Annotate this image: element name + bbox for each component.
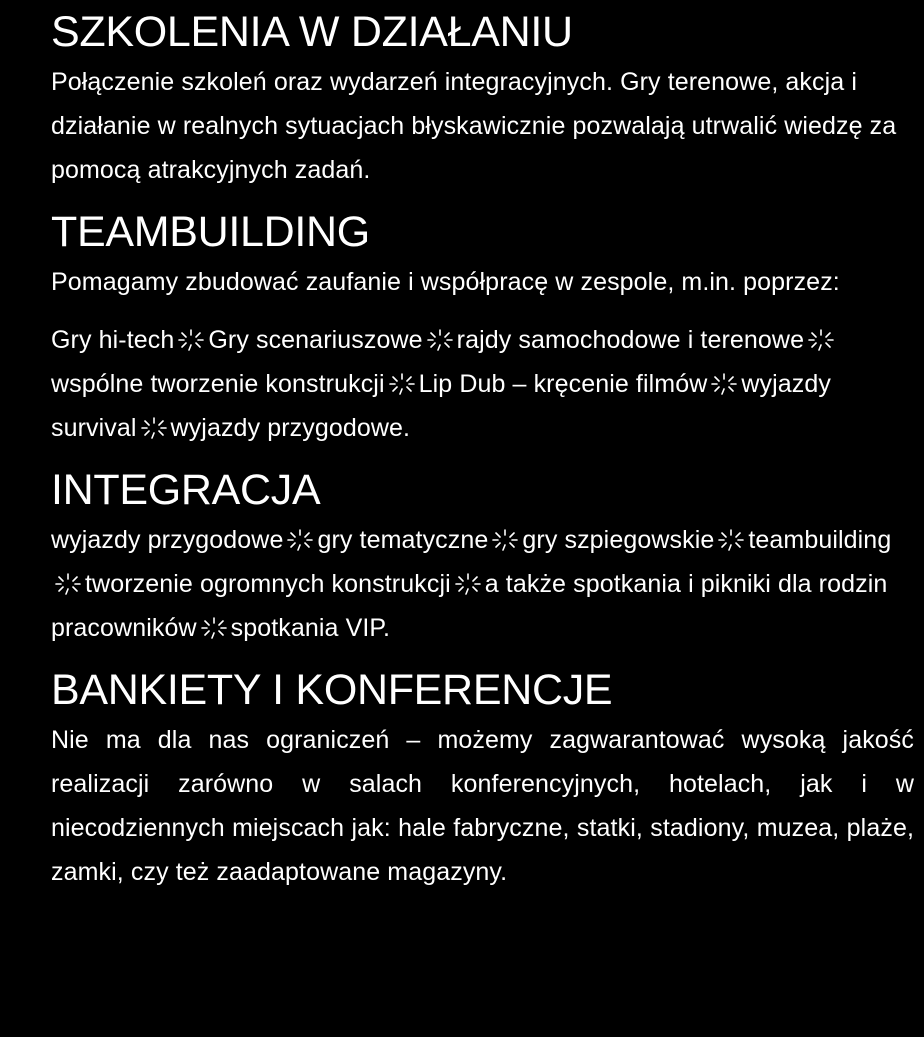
sparkle-separator-icon — [141, 417, 167, 439]
list-item: wspólne tworzenie konstrukcji — [51, 370, 385, 398]
sparkle-separator-icon — [55, 573, 81, 595]
integracja-list — [51, 518, 914, 650]
teambuilding-list — [51, 318, 914, 450]
sparkle-separator-icon — [427, 329, 453, 351]
heading-integracja: INTEGRACJA — [51, 466, 321, 514]
list-item: Gry scenariuszowe — [208, 326, 423, 354]
paragraph-bankiety: Nie ma dla nas ograniczeń – możemy zagwarantować wysoką jakość realizacji zarówno w salach konferencyjnych, hotelach, jak i w niecodziennych miejscach jak: hale fabryczne, statki, stadiony, muzea, plaże, zamki, czy też zaadaptowane magazyny. — [51, 726, 914, 886]
heading-teambuilding: TEAMBUILDING — [51, 208, 370, 256]
list-item: wyjazdy przygodowe. — [170, 414, 411, 442]
paragraph-szkolenia: Połączenie szkoleń oraz wydarzeń integracyjnych. Gry terenowe, akcja i działanie w realnych sytuacjach błyskawicznie pozwalają utrwalić wiedzę za pomocą atrakcyjnych zadań. — [51, 68, 897, 184]
heading-szkolenia: SZKOLENIA W DZIAŁANIU — [51, 8, 573, 56]
list-item: Gry hi-tech — [51, 326, 175, 354]
heading-bankiety: BANKIETY I KONFERENCJE — [51, 666, 613, 714]
list-item: gry szpiegowskie — [522, 526, 715, 554]
list-item: rajdy samochodowe i terenowe — [456, 326, 805, 354]
list-item: teambuilding — [748, 526, 892, 554]
sparkle-separator-icon — [492, 529, 518, 551]
list-item: wyjazdy survival — [51, 370, 831, 442]
sparkle-separator-icon — [711, 373, 737, 395]
list-item: Lip Dub – kręcenie filmów — [418, 370, 708, 398]
section-szkolenia — [51, 6, 914, 192]
sparkle-separator-icon — [808, 329, 834, 351]
sparkle-separator-icon — [455, 573, 481, 595]
list-item: wyjazdy przygodowe — [51, 526, 284, 554]
sparkle-separator-icon — [287, 529, 313, 551]
sparkle-separator-icon — [201, 617, 227, 639]
paragraph-teambuilding-intro: Pomagamy zbudować zaufanie i współpracę w zespole, m.in. poprzez: — [51, 268, 840, 296]
list-item: spotkania VIP. — [230, 614, 390, 642]
sparkle-separator-icon — [389, 373, 415, 395]
sparkle-separator-icon — [718, 529, 744, 551]
list-item: gry tematyczne — [317, 526, 489, 554]
list-item: tworzenie ogromnych konstrukcji — [85, 570, 451, 598]
section-teambuilding — [51, 206, 914, 450]
list-item: a także spotkania i pikniki dla rodzin pracowników — [51, 570, 888, 642]
sparkle-separator-icon — [178, 329, 204, 351]
section-integracja — [51, 464, 914, 650]
section-bankiety — [51, 664, 914, 894]
